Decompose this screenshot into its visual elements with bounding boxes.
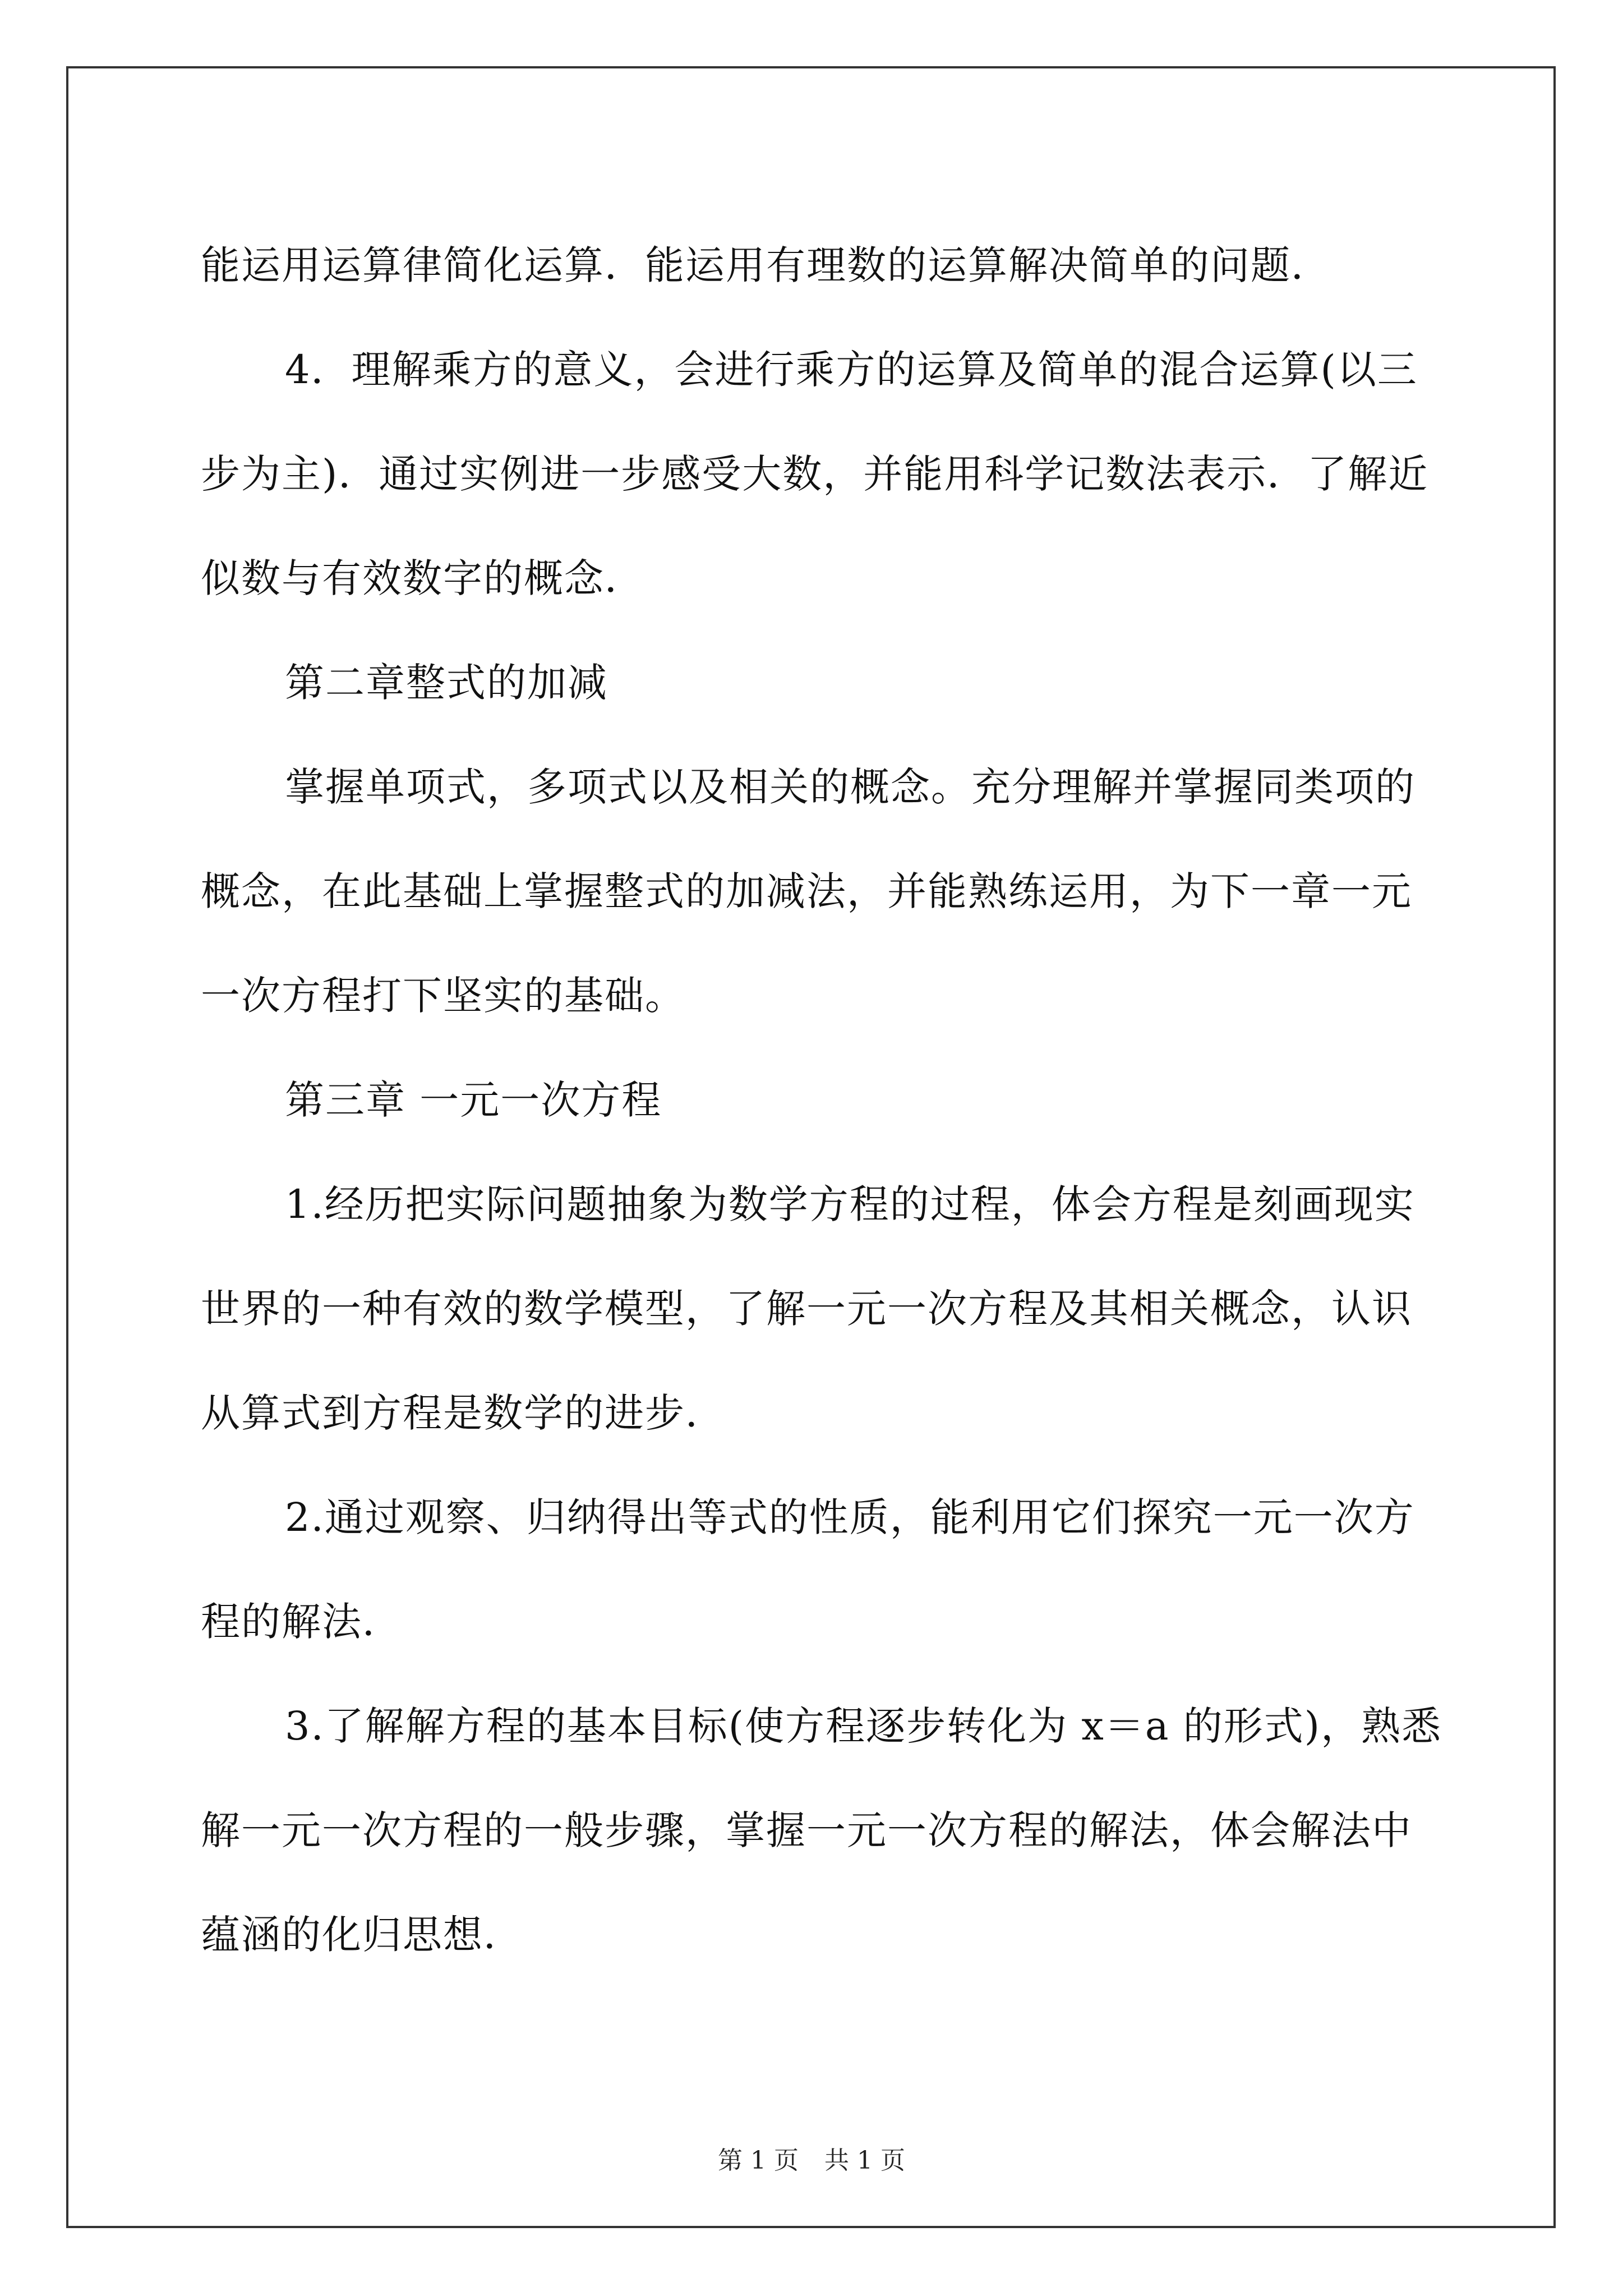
document-body (201, 213, 1442, 1987)
text-line-10: 1.经历把实际问题抽象为数学方程的过程，体会方程是刻画现实 (285, 1181, 1415, 1227)
page-number: 第 1 页 (718, 2146, 799, 2175)
text-line-4: 似数与有效数字的概念． (201, 555, 645, 601)
text-line-7: 概念，在此基础上掌握整式的加减法，并能熟练运用，为下一章一元 (201, 868, 1412, 914)
text-line-1: 能运用运算律简化运算．能运用有理数的运算解决简单的问题． (201, 242, 1331, 288)
text-line-6: 掌握单项式，多项式以及相关的概念。充分理解并掌握同类项的 (285, 764, 1415, 810)
text-line-13: 2.通过观察、归纳得出等式的性质，能利用它们探究一元一次方 (285, 1494, 1415, 1540)
text-line-15: 3.了解解方程的基本目标(使方程逐步转化为 x＝a 的形式)，熟悉 (285, 1703, 1442, 1749)
text-line-12: 从算式到方程是数学的进步． (201, 1390, 726, 1436)
text-line-3: 步为主)．通过实例进一步感受大数，并能用科学记数法表示．了解近 (201, 451, 1429, 497)
text-line-17: 蕴涵的化归思想． (201, 1912, 524, 1958)
chapter-heading-2: 第二章整式的加减 (285, 660, 608, 706)
total-pages: 共 1 页 (824, 2146, 905, 2175)
text-line-8: 一次方程打下坚实的基础。 (201, 973, 685, 1019)
page-footer (0, 2144, 1623, 2178)
text-line-2: 4．理解乘方的意义，会进行乘方的运算及简单的混合运算(以三 (285, 347, 1418, 393)
text-line-14: 程的解法． (201, 1599, 403, 1645)
text-line-16: 解一元一次方程的一般步骤，掌握一元一次方程的解法，体会解法中 (201, 1807, 1412, 1853)
text-line-11: 世界的一种有效的数学模型，了解一元一次方程及其相关概念，认识 (201, 1286, 1412, 1332)
chapter-heading-3: 第三章 一元一次方程 (285, 1077, 662, 1123)
